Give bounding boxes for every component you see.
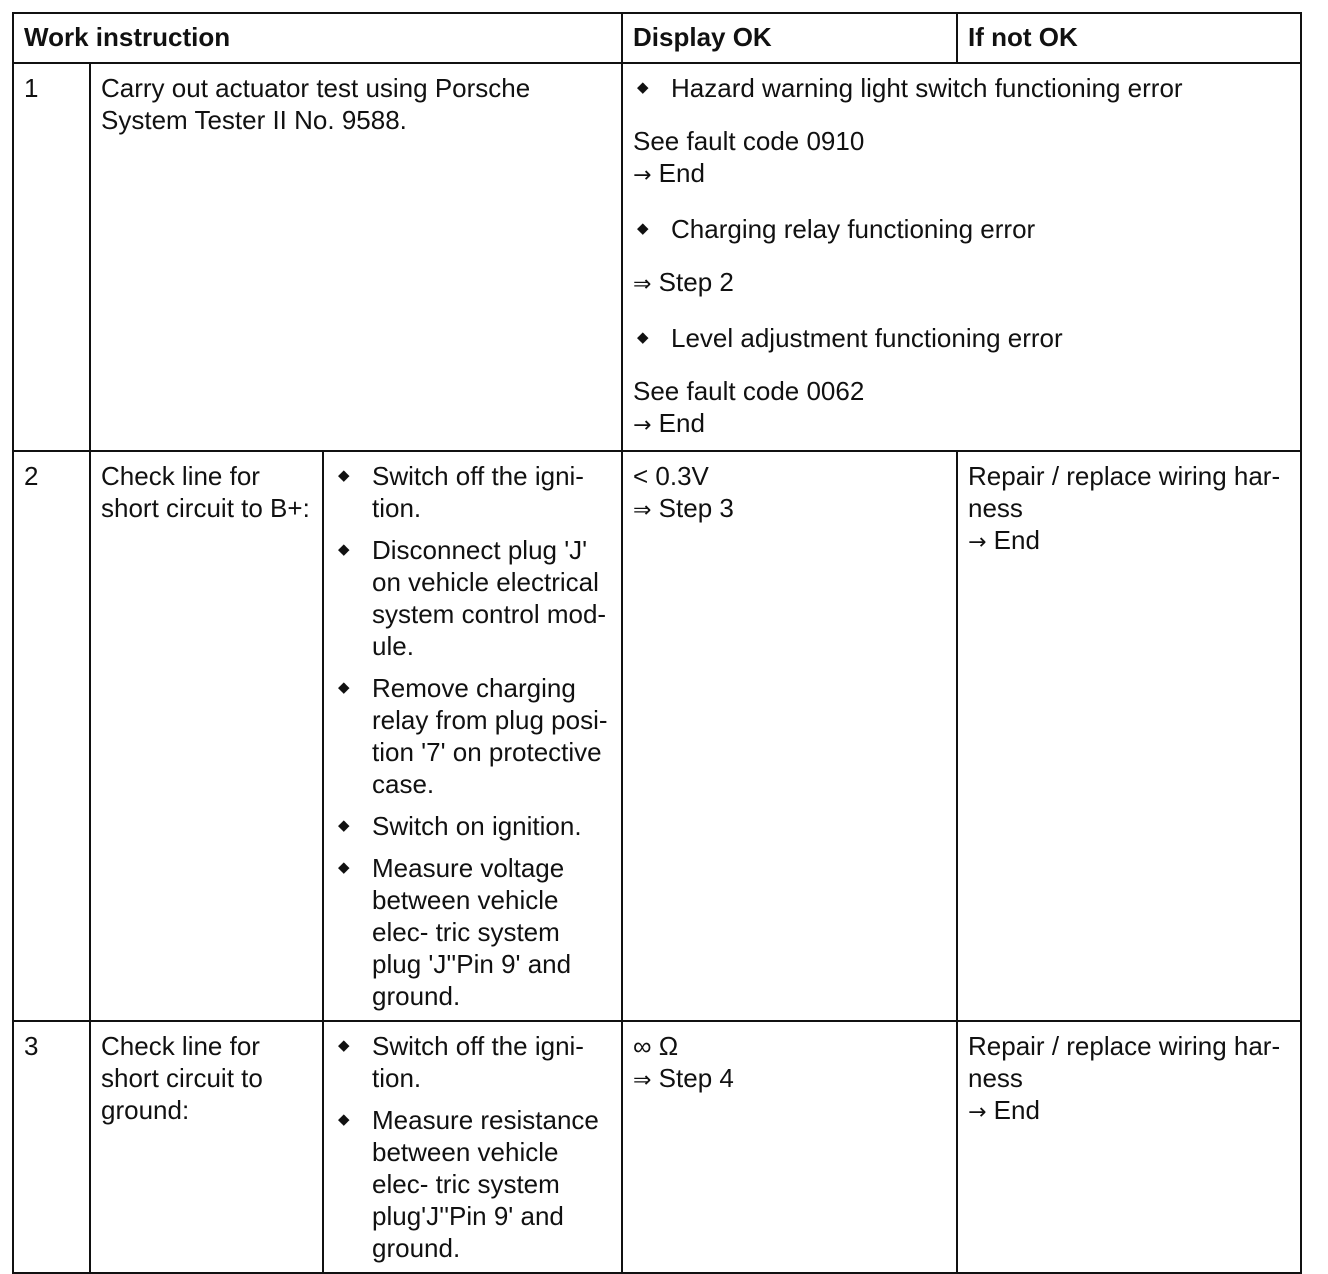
remedy-text: Repair / replace wiring har- ness — [968, 1031, 1281, 1093]
header-work-instruction: Work instruction — [13, 13, 622, 63]
arrow-right-icon: → — [968, 1100, 987, 1125]
instruction-text: Check line for short circuit to ground: — [90, 1021, 323, 1273]
step-number: 2 — [13, 451, 90, 1021]
list-item: ◆ Switch off the igni- tion. — [334, 1030, 611, 1094]
list-item: ◆ Switch on ignition. — [334, 810, 611, 842]
list-item: ◆ Disconnect plug 'J' on vehicle electrical system control mod- ule. — [334, 534, 611, 662]
display-ok-cell — [622, 1021, 957, 1273]
display-value: ∞ Ω — [633, 1031, 679, 1061]
double-arrow-right-icon: ⇒ — [633, 498, 652, 523]
next-step-label: Step 4 — [658, 1063, 734, 1093]
list-item: ◆ Switch off the igni- tion. — [334, 460, 611, 524]
instruction-text: Check line for short circuit to B+: — [90, 451, 323, 1021]
arrow-right-icon: → — [968, 530, 987, 555]
if-not-ok-cell — [957, 1021, 1301, 1273]
procedure-steps — [323, 1021, 622, 1273]
next-step — [633, 157, 1290, 192]
procedure-list — [334, 1030, 611, 1264]
if-not-ok-cell — [957, 451, 1301, 1021]
table-row-1 — [13, 63, 1301, 451]
header-row — [13, 13, 1301, 63]
work-instruction-table — [12, 12, 1302, 1274]
table-row-3 — [13, 1021, 1301, 1273]
bullet-result: ◆ Hazard warning light switch functioning error — [633, 72, 1290, 104]
remedy-text: Repair / replace wiring har- ness — [968, 461, 1281, 523]
next-step-label: Step 2 — [658, 267, 734, 297]
list-item: ◆ Remove charging relay from plug posi- tion '7' on protective case. — [334, 672, 611, 800]
next-step — [633, 407, 1290, 442]
next-step — [633, 266, 1290, 301]
next-step-label: End — [993, 1095, 1040, 1125]
instruction-text: Carry out actuator test using Porsche System Tester II No. 9588. — [90, 63, 622, 451]
list-item: ◆ Measure voltage between vehicle elec- tric system plug 'J''Pin 9' and ground. — [334, 852, 611, 1012]
next-step — [968, 1094, 1290, 1129]
header-display-ok: Display OK — [622, 13, 957, 63]
fault-code-text: See fault code 0910 — [633, 126, 865, 156]
fault-code-text: See fault code 0062 — [633, 376, 865, 406]
arrow-right-icon: → — [633, 163, 652, 188]
bullet-result: ◆ Level adjustment functioning error — [633, 322, 1290, 354]
step-number: 3 — [13, 1021, 90, 1273]
display-ok-cell — [622, 451, 957, 1021]
header-if-not-ok: If not OK — [957, 13, 1301, 63]
procedure-steps — [323, 451, 622, 1021]
table-row-2 — [13, 451, 1301, 1021]
display-value: < 0.3V — [633, 461, 709, 491]
next-step-label: End — [658, 408, 705, 438]
step-number: 1 — [13, 63, 90, 451]
list-item: ◆ Measure resistance between vehicle elec- tric system plug'J''Pin 9' and ground. — [334, 1104, 611, 1264]
procedure-list — [334, 460, 611, 1012]
arrow-right-icon: → — [633, 413, 652, 438]
next-step-label: Step 3 — [658, 493, 734, 523]
actuator-test-results — [622, 63, 1301, 451]
next-step — [633, 1062, 946, 1097]
next-step — [968, 524, 1290, 559]
double-arrow-right-icon: ⇒ — [633, 1068, 652, 1093]
bullet-result: ◆ Charging relay functioning error — [633, 213, 1290, 245]
next-step — [633, 492, 946, 527]
double-arrow-right-icon: ⇒ — [633, 272, 652, 297]
next-step-label: End — [658, 158, 705, 188]
next-step-label: End — [993, 525, 1040, 555]
